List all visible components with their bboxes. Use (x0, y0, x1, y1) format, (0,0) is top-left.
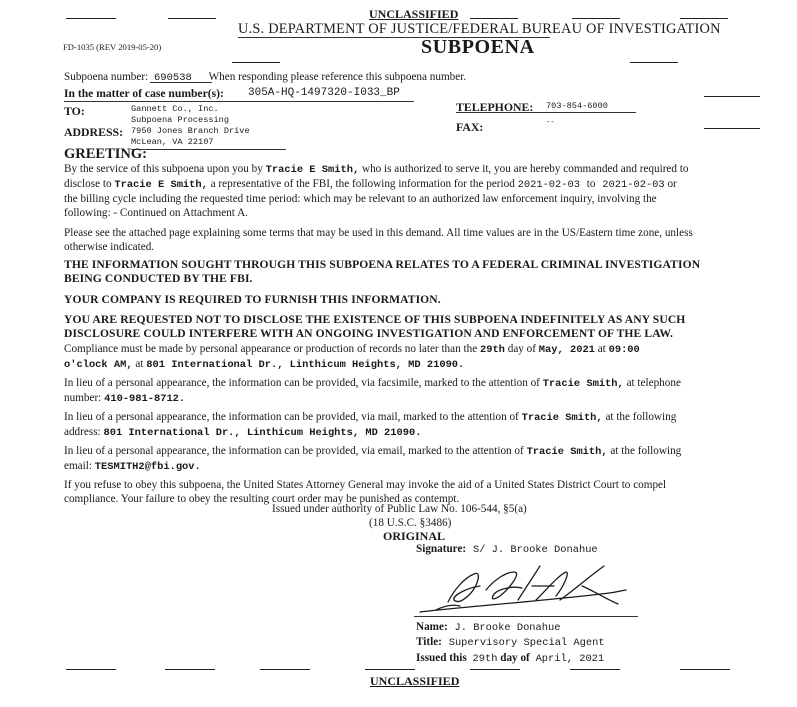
compliance-month: May, 2021 (538, 344, 595, 356)
bottom-dash-2 (165, 669, 215, 670)
compliance-line-1 (64, 342, 776, 357)
telephone-underline (456, 112, 636, 113)
top-dash-4 (572, 18, 620, 19)
page-title: SUBPOENA (421, 36, 535, 58)
recipient-line-3: 7950 Jones Branch Drive (131, 126, 250, 136)
bottom-dash-3 (260, 669, 310, 670)
form-number: FD-1035 (REV 2019-05-20) (63, 42, 162, 52)
classification-bottom: UNCLASSIFIED (370, 674, 460, 688)
email-text-a: In lieu of a personal appearance, the information can be provided, via email, marked to the attention of (64, 445, 524, 457)
terms-line-1: Please see the attached page explaining some terms that may be used in this demand. All time values are in the US/Eastern time zone, unless (64, 227, 693, 239)
compliance-place: 801 International Dr., Linthicum Heights, MD 21090. (146, 359, 465, 371)
email-line-2 (64, 459, 776, 474)
title-label: Title: (416, 636, 442, 648)
case-number-label: In the matter of case number(s): (64, 87, 224, 100)
greeting-text-1a: By the service of this subpoena upon you by (64, 163, 263, 175)
authority-line: Issued under authority of Public Law No. 106-544, §5(a) (272, 503, 527, 515)
notice-3-line-2: DISCLOSURE COULD INTERFERE WITH AN ONGOING INVESTIGATION AND ENFORCEMENT OF THE LAW. (64, 327, 674, 340)
fax-number: 410-981-8712. (104, 393, 186, 405)
representative-name: Tracie E Smith, (114, 179, 208, 191)
period-to: to (586, 178, 596, 190)
compliance-time: 09:00 (608, 344, 640, 356)
greeting-line-1 (64, 162, 776, 177)
greeting-line-2 (64, 177, 776, 192)
compliance-text-1: Compliance must be made by personal appearance or production of records no later than the (64, 343, 478, 355)
name-value: J. Brooke Donahue (454, 622, 561, 634)
bottom-dash-7 (680, 669, 730, 670)
issued-row (416, 652, 604, 665)
notice-2: YOUR COMPANY IS REQUIRED TO FURNISH THIS INFORMATION. (64, 293, 441, 306)
period-end: 2021-02-03 (602, 179, 665, 191)
signature-value: S/ J. Brooke Donahue (472, 544, 598, 556)
greeting-label: GREETING: (64, 146, 147, 162)
telephone-label: TELEPHONE: (456, 100, 534, 114)
bottom-dash-4 (365, 669, 415, 670)
notice-1-line-2: BEING CONDUCTED BY THE FBI. (64, 272, 253, 285)
mail-text-b: at the following (605, 411, 677, 423)
issued-date: April, 2021 (535, 653, 605, 665)
period-or: or (667, 178, 677, 190)
fax-text-b: at telephone (626, 377, 681, 389)
compliance-clock: o'clock AM, (64, 359, 133, 371)
mail-attention-name: Tracie Smith, (521, 412, 603, 424)
subpoena-number-row (64, 70, 466, 85)
mail-address: 801 International Dr., Linthicum Heights, MD 21090. (103, 427, 422, 439)
compliance-line-2 (64, 357, 776, 372)
handwritten-signature (414, 560, 634, 618)
greeting-line-3: the billing cycle including the requested time period: which may be relevant to an authorized law enforcement inquiry, involving the (64, 193, 657, 205)
top-dash-3 (470, 18, 518, 19)
fax-text-c: number: (64, 392, 102, 404)
mail-line-1 (64, 410, 776, 425)
greeting-paragraph (64, 162, 776, 254)
mail-text-a: In lieu of a personal appearance, the information can be provided, via mail, marked to the attention of (64, 411, 519, 423)
fax-dash (704, 128, 760, 129)
name-row (416, 621, 561, 634)
subpoena-number-underline (150, 82, 212, 83)
mail-text-c: address: (64, 426, 101, 438)
name-label: Name: (416, 621, 448, 633)
subpoena-number-label: Subpoena number: (64, 71, 149, 83)
address-label: ADDRESS: (64, 125, 123, 139)
issued-day: 29th (472, 653, 498, 665)
top-dash-5 (680, 18, 728, 19)
title-row (416, 636, 605, 649)
email-text-c: email: (64, 460, 92, 472)
fax-text-a: In lieu of a personal appearance, the information can be provided, via facsimile, marked to the attention of (64, 377, 540, 389)
server-name: Tracie E Smith, (265, 164, 360, 176)
fax-attention-name: Tracie Smith, (542, 378, 624, 390)
recipient-underline (131, 149, 286, 150)
classification-top: UNCLASSIFIED (369, 7, 459, 21)
header-dash-right (630, 62, 678, 63)
greeting-text-1b: who is authorized to serve it, you are hereby commanded and required to (361, 163, 689, 175)
header-dash-left (232, 62, 280, 63)
notice-1-line-1: THE INFORMATION SOUGHT THROUGH THIS SUBPOENA RELATES TO A FEDERAL CRIMINAL INVESTIGATION (64, 258, 701, 271)
signature-row (416, 543, 598, 556)
telephone-value: 703-854-6000 (546, 101, 608, 111)
fax-value: -- (546, 119, 555, 127)
refusal-line-1: If you refuse to obey this subpoena, the United States Attorney General may invoke the aid of a United States District Court to compel (64, 479, 667, 491)
greeting-line-4: following: - Continued on Attachment A. (64, 207, 248, 219)
email-attention-name: Tracie Smith, (526, 446, 608, 458)
recipient-line-1: Gannett Co., Inc. (131, 104, 219, 114)
greeting-text-2a: disclose to (64, 178, 112, 190)
period-start: 2021-02-03 (517, 179, 580, 191)
subpoena-number: 690538 (154, 72, 192, 84)
original-label: ORIGINAL (383, 529, 446, 543)
compliance-at-2: at (135, 358, 144, 370)
bottom-dash-5 (470, 669, 520, 670)
fax-label: FAX: (456, 120, 484, 134)
top-dash-2 (168, 18, 216, 19)
compliance-at: at (597, 343, 606, 355)
authority-usc: (18 U.S.C. §3486) (369, 517, 452, 529)
refusal-line-2: compliance. Your failure to obey the resulting court order may be punished as contempt. (64, 493, 460, 505)
fax-line-2 (64, 391, 776, 406)
reference-note: When responding please reference this subpoena number. (208, 71, 467, 83)
bottom-dash-1 (66, 669, 116, 670)
email-text-b: at the following (610, 445, 682, 457)
issued-label: Issued this (416, 652, 467, 664)
fax-line-1 (64, 376, 776, 391)
case-dash-right (704, 96, 760, 97)
bottom-dash-6 (570, 669, 620, 670)
title-value: Supervisory Special Agent (448, 637, 605, 649)
recipient-line-4: McLean, VA 22107 (131, 137, 214, 147)
signature-line (414, 616, 638, 617)
top-dash-1 (66, 18, 116, 19)
recipient-line-2: Subpoena Processing (131, 115, 229, 125)
compliance-text-2: day of (507, 343, 536, 355)
email-address: TESMITH2@fbi.gov. (94, 461, 201, 473)
compliance-paragraph (64, 342, 776, 506)
issued-day-of: day of (500, 652, 530, 664)
terms-line-2: otherwise indicated. (64, 241, 155, 253)
agency-heading: U.S. DEPARTMENT OF JUSTICE/FEDERAL BUREAU OF INVESTIGATION (238, 21, 721, 37)
case-number-underline (64, 101, 414, 102)
signature-label: Signature: (416, 543, 467, 555)
case-number: 305A-HQ-1497320-I033_BP (248, 87, 400, 99)
compliance-day: 29th (479, 344, 505, 356)
to-label: TO: (64, 104, 85, 118)
notice-3-line-1: YOU ARE REQUESTED NOT TO DISCLOSE THE EXISTENCE OF THIS SUBPOENA INDEFINITELY AS ANY SUCH (64, 313, 686, 326)
mail-line-2 (64, 425, 776, 440)
email-line-1 (64, 444, 776, 459)
greeting-text-2b: a representative of the FBI, the following information for the period (210, 178, 515, 190)
